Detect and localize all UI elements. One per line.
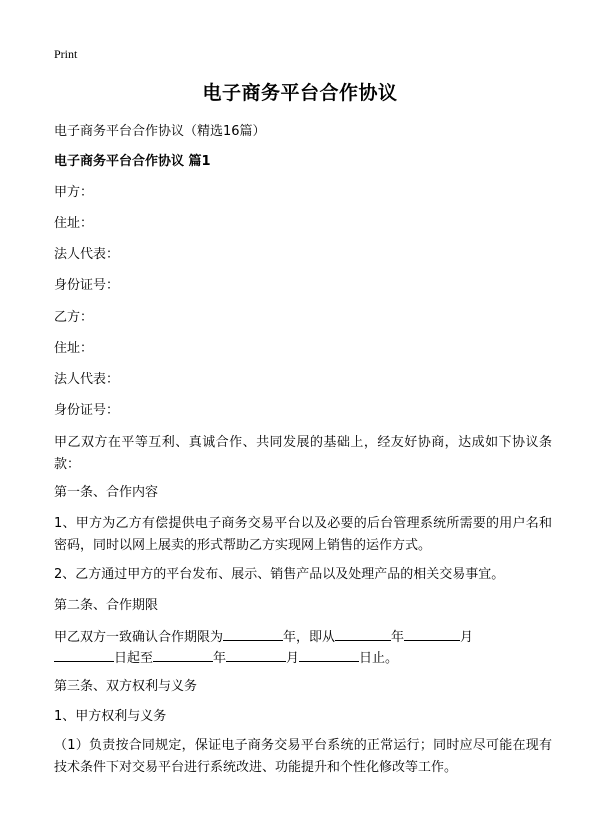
article2-text-part3: 年 bbox=[391, 630, 405, 645]
party-b-address: 住址： bbox=[54, 341, 94, 356]
article1-clause1: 1、甲方为乙方有偿提供电子商务交易平台以及必要的后台管理系统所需要的用户名和密码，同时以网上展卖的形式帮助乙方实现网上销售的运作方式。 bbox=[54, 516, 552, 553]
article1-clause2: 2、乙方通过甲方的平台发布、展示、销售产品以及处理产品的相关交易事宜。 bbox=[54, 567, 505, 582]
intro-paragraph: 甲乙双方在平等互利、真诚合作、共同发展的基础上，经友好协商，达成如下协议条款： bbox=[54, 435, 552, 472]
end-year-blank bbox=[153, 646, 213, 662]
party-b-label: 乙方： bbox=[54, 310, 94, 325]
end-day-blank bbox=[299, 646, 359, 662]
party-a-id-number: 身份证号： bbox=[54, 278, 120, 293]
article2-heading: 第二条、合作期限 bbox=[54, 598, 159, 613]
article2-text-part5: 日起至 bbox=[114, 651, 154, 666]
start-day-blank bbox=[54, 646, 114, 662]
party-b-id-number: 身份证号： bbox=[54, 403, 120, 418]
article3-sub1-heading: 1、甲方权利与义务 bbox=[54, 709, 167, 724]
party-b-legal-rep: 法人代表： bbox=[54, 372, 120, 387]
article2-term-line2 bbox=[54, 646, 554, 669]
article2-text-part1: 甲乙双方一致确认合作期限为 bbox=[54, 630, 224, 645]
article2-text-part8: 日止。 bbox=[359, 651, 399, 666]
article2-term-line1 bbox=[54, 625, 554, 648]
end-month-blank bbox=[226, 646, 286, 662]
article3-item1: （1）负责按合同规定，保证电子商务交易平台系统的正常运行；同时应尽可能在现有技术条件下对交易平台进行系统改进、功能提升和个性化修改等工作。 bbox=[54, 738, 552, 775]
document-subtitle: 电子商务平台合作协议（精选16篇） bbox=[54, 124, 266, 139]
party-a-legal-rep: 法人代表： bbox=[54, 247, 120, 262]
article3-heading: 第三条、双方权利与义务 bbox=[54, 679, 198, 694]
party-a-label: 甲方： bbox=[54, 185, 94, 200]
start-month-blank bbox=[404, 625, 460, 641]
print-label: Print bbox=[54, 47, 78, 61]
article2-text-part6: 年 bbox=[213, 651, 227, 666]
article2-text-part4: 月 bbox=[460, 630, 474, 645]
section-heading: 电子商务平台合作协议 篇1 bbox=[54, 154, 211, 169]
document-title: 电子商务平台合作协议 bbox=[202, 82, 398, 104]
article2-text-part7: 月 bbox=[286, 651, 300, 666]
party-a-address: 住址： bbox=[54, 216, 94, 231]
start-year-blank bbox=[335, 625, 391, 641]
article2-text-part2: 年，即从 bbox=[283, 630, 336, 645]
article1-heading: 第一条、合作内容 bbox=[54, 485, 159, 500]
term-years-blank bbox=[223, 625, 283, 641]
